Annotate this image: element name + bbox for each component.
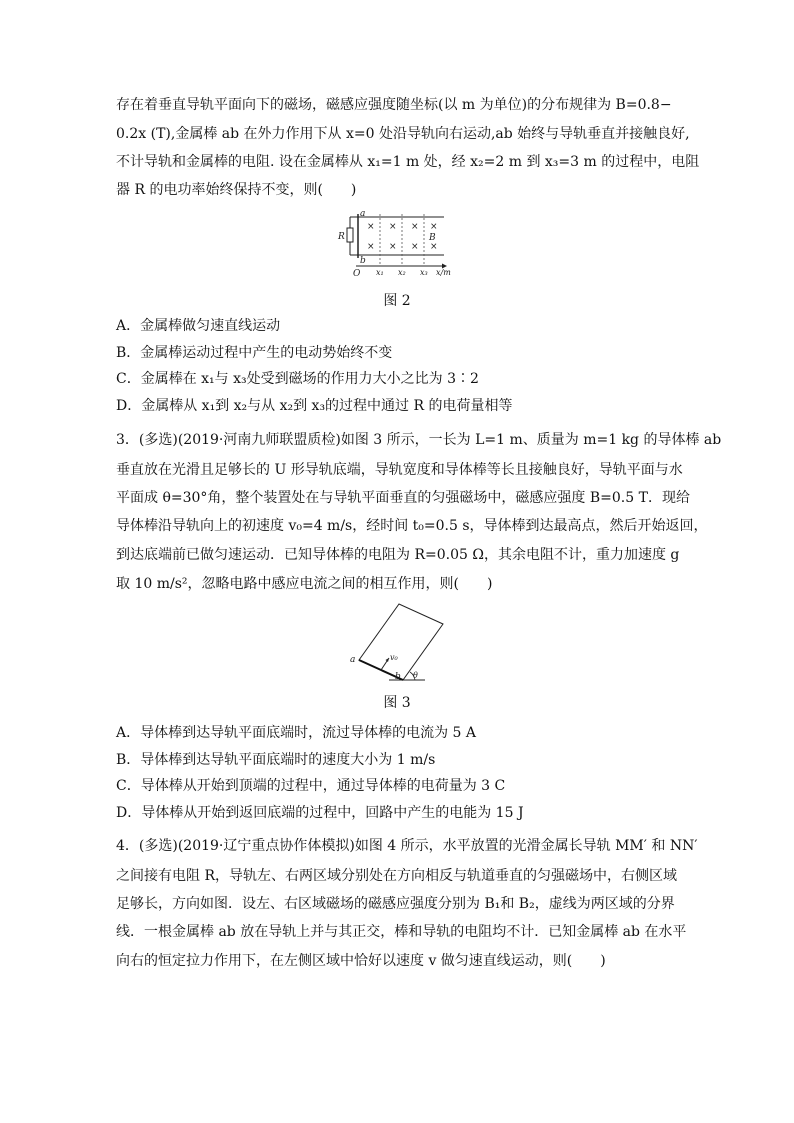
- cross: ×: [367, 222, 375, 232]
- q4-line-2: 之间接有电阻 R，导轨左、右两区域分别处在方向相反与轨道垂直的匀强磁场中，右侧区域: [116, 868, 677, 884]
- cross: ×: [411, 222, 419, 232]
- label-theta: θ: [413, 671, 418, 680]
- cross: ×: [389, 222, 397, 232]
- figure-3-caption: 图 3: [383, 695, 411, 711]
- label-O: O: [353, 269, 361, 279]
- cross: ×: [430, 222, 438, 232]
- q2-option-d: D．金属棒从 x₁到 x₂与从 x₂到 x₃的过程中通过 R 的电荷量相等: [116, 398, 513, 414]
- q2-option-c: C．金属棒在 x₁与 x₃处受到磁场的作用力大小之比为 3∶2: [116, 371, 479, 387]
- label-v0: v₀: [390, 653, 398, 662]
- label-R: R: [338, 232, 345, 242]
- label-xaxis: x/m: [436, 268, 451, 277]
- label-x2: x₂: [398, 268, 406, 277]
- rail-plane: [359, 604, 443, 680]
- label-x1: x₁: [376, 268, 384, 277]
- q4-line-5: 向右的恒定拉力作用下，在左侧区域中恰好以速度 v 做匀速直线运动，则( ): [116, 953, 606, 969]
- q3-option-b: B．导体棒到达导轨平面底端时的速度大小为 1 m/s: [116, 752, 436, 768]
- resistor-R: [347, 228, 353, 242]
- q4-line-1: 4．(多选)(2019·辽宁重点协作体模拟)如图 4 所示，水平放置的光滑金属长导轨 MM′ 和 NN′: [116, 838, 698, 854]
- label-b: b: [395, 672, 401, 682]
- label-b: b: [360, 256, 366, 266]
- q3-line-4: 导体棒沿导轨向上的初速度 v₀=4 m/s，经时间 t₀=0.5 s，导体棒到达最高点，然后开始返回，: [116, 518, 708, 534]
- q2-line-2: 0.2x (T),金属棒 ab 在外力作用下从 x=0 处沿导轨向右运动,ab 始终与导轨垂直并接触良好,: [116, 126, 690, 142]
- q3-line-6: 取 10 m/s²，忽略电路中感应电流之间的相互作用，则( ): [116, 576, 493, 592]
- label-a: a: [350, 655, 356, 665]
- label-a: a: [360, 209, 366, 219]
- q2-line-4: 器 R 的电功率始终保持不变，则( ): [116, 182, 357, 198]
- q3-line-5: 到达底端前已做匀速运动．已知导体棒的电阻为 R=0.05 Ω，其余电阻不计，重力加速度 g: [116, 547, 680, 563]
- q2-option-a: A．金属棒做匀速直线运动: [116, 318, 281, 334]
- q2-option-b: B．金属棒运动过程中产生的电动势始终不变: [116, 345, 393, 361]
- q3-line-2: 垂直放在光滑且足够长的 U 形导轨底端，导轨宽度和导体棒等长且接触良好，导轨平面与水: [116, 462, 683, 478]
- cross: ×: [411, 242, 419, 252]
- q3-line-1: 3．(多选)(2019·河南九师联盟质检)如图 3 所示，一长为 L=1 m、质量为 m=1 kg 的导体棒 ab: [116, 432, 722, 448]
- figure-3: [345, 600, 455, 688]
- figure-2-caption: 图 2: [383, 293, 411, 309]
- label-x3: x₃: [420, 268, 428, 277]
- q3-option-c: C．导体棒从开始到顶端的过程中，通过导体棒的电荷量为 3 C: [116, 778, 506, 794]
- figure-2: [330, 208, 460, 282]
- q3-option-a: A．导体棒到达导轨平面底端时，流过导体棒的电流为 5 A: [116, 725, 477, 741]
- cross: ×: [430, 242, 438, 252]
- cross: ×: [367, 242, 375, 252]
- q4-line-4: 线．一根金属棒 ab 放在导轨上并与其正交，棒和导轨的电阻均不计．已知金属棒 ab 在水平: [116, 924, 687, 940]
- q3-line-3: 平面成 θ=30°角，整个装置处在与导轨平面垂直的匀强磁场中，磁感应强度 B=0.5 T．现给: [116, 490, 690, 506]
- cross: ×: [389, 242, 397, 252]
- q3-option-d: D．导体棒从开始到返回底端的过程中，回路中产生的电能为 15 J: [116, 805, 524, 821]
- q2-line-3: 不计导轨和金属棒的电阻. 设在金属棒从 x₁=1 m 处，经 x₂=2 m 到 x₃=3 m 的过程中，电阻: [116, 154, 700, 170]
- q4-line-3: 足够长，方向如图．设左、右区域磁场的磁感应强度分别为 B₁和 B₂，虚线为两区域的分界: [116, 896, 675, 912]
- q2-line-1: 存在着垂直导轨平面向下的磁场，磁感应强度随坐标(以 m 为单位)的分布规律为 B=0.8−: [116, 97, 672, 113]
- label-B: B: [429, 233, 436, 243]
